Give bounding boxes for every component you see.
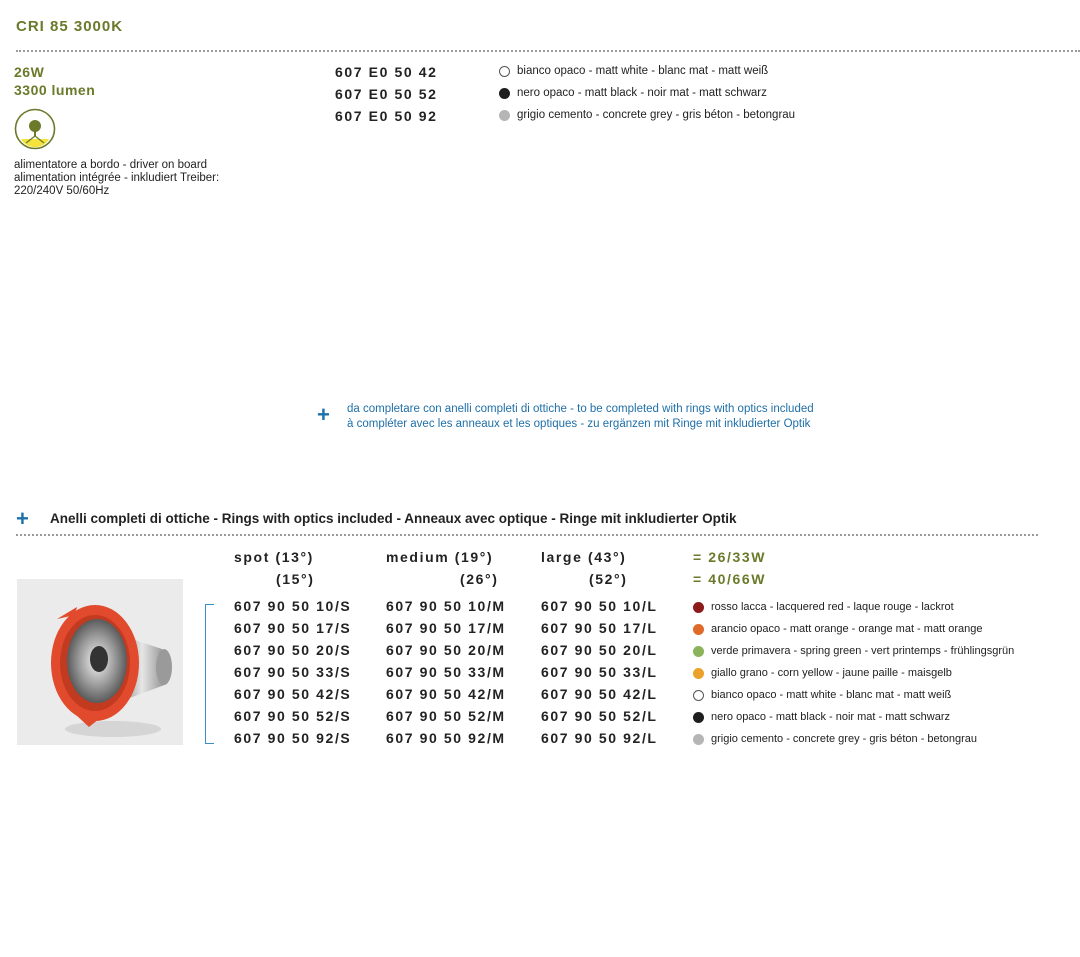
color-swatch bbox=[693, 668, 704, 679]
ring-code-spot: 607 90 50 92/S bbox=[234, 730, 352, 746]
ring-code-medium: 607 90 50 42/M bbox=[386, 686, 506, 702]
ring-finish-row bbox=[693, 623, 982, 635]
column-header-spot: spot (13°) bbox=[234, 549, 314, 565]
finish-label: bianco opaco - matt white - blanc mat - matt weiß bbox=[517, 65, 769, 77]
ring-code-large: 607 90 50 17/L bbox=[541, 620, 658, 636]
plus-icon: + bbox=[16, 506, 29, 531]
page-title: CRI 85 3000K bbox=[16, 18, 124, 35]
ring-finish-row bbox=[693, 667, 952, 679]
driver-note-line: alimentation intégrée - inkludiert Treiber: bbox=[14, 172, 220, 184]
column-alt-large: (52°) bbox=[589, 571, 628, 587]
finish-label: verde primavera - spring green - vert printemps - frühlingsgrün bbox=[711, 645, 1015, 657]
ring-code-large: 607 90 50 33/L bbox=[541, 664, 658, 680]
color-swatch bbox=[693, 646, 704, 657]
ring-code-large: 607 90 50 92/L bbox=[541, 730, 658, 746]
rings-section-title: Anelli completi di ottiche - Rings with optics included - Anneaux avec optique - Ringe mit inkludierter Optik bbox=[50, 511, 737, 526]
wattage-row-2: = 40/66W bbox=[693, 571, 767, 587]
column-header-large: large (43°) bbox=[541, 549, 627, 565]
color-swatch bbox=[499, 66, 510, 77]
ring-product-image bbox=[17, 579, 183, 745]
product-code: 607 E0 50 42 bbox=[335, 64, 438, 80]
ring-code-spot: 607 90 50 20/S bbox=[234, 642, 352, 658]
completion-note-line: à compléter avec les anneaux et les optiques - zu ergänzen mit Ringe mit inkludierter Optik bbox=[347, 418, 811, 430]
driver-note-line: 220/240V 50/60Hz bbox=[14, 185, 110, 197]
finish-label: rosso lacca - lacquered red - laque rouge - lackrot bbox=[711, 601, 954, 613]
code-group-bracket bbox=[205, 604, 214, 744]
column-header-medium: medium (19°) bbox=[386, 549, 494, 565]
ring-code-medium: 607 90 50 20/M bbox=[386, 642, 506, 658]
rings-divider bbox=[16, 534, 1038, 536]
ring-code-large: 607 90 50 20/L bbox=[541, 642, 658, 658]
column-alt-spot: (15°) bbox=[276, 571, 315, 587]
ring-code-spot: 607 90 50 42/S bbox=[234, 686, 352, 702]
light-source-icon bbox=[14, 108, 56, 150]
header-divider bbox=[16, 50, 1080, 52]
wattage-row-1: = 26/33W bbox=[693, 549, 767, 565]
column-alt-medium: (26°) bbox=[460, 571, 499, 587]
product-code: 607 E0 50 92 bbox=[335, 108, 438, 124]
lumen-label: 3300 lumen bbox=[14, 82, 96, 98]
ring-code-spot: 607 90 50 52/S bbox=[234, 708, 352, 724]
ring-code-large: 607 90 50 42/L bbox=[541, 686, 658, 702]
finish-label: arancio opaco - matt orange - orange mat - matt orange bbox=[711, 623, 983, 635]
power-label: 26W bbox=[14, 64, 45, 80]
ring-code-spot: 607 90 50 10/S bbox=[234, 598, 352, 614]
ring-code-medium: 607 90 50 92/M bbox=[386, 730, 506, 746]
finish-label: nero opaco - matt black - noir mat - matt schwarz bbox=[517, 87, 767, 99]
driver-note-line: alimentatore a bordo - driver on board bbox=[14, 159, 208, 171]
color-swatch bbox=[693, 602, 704, 613]
finish-row bbox=[499, 65, 768, 77]
ring-finish-row bbox=[693, 711, 950, 723]
ring-finish-row bbox=[693, 689, 951, 701]
ring-code-large: 607 90 50 52/L bbox=[541, 708, 658, 724]
completion-note-line: da completare con anelli completi di ottiche - to be completed with rings with optics included bbox=[347, 403, 814, 415]
ring-code-spot: 607 90 50 17/S bbox=[234, 620, 352, 636]
finish-row bbox=[499, 87, 767, 99]
color-swatch bbox=[693, 690, 704, 701]
ring-finish-row bbox=[693, 645, 1014, 657]
completion-note bbox=[347, 402, 814, 432]
ring-code-medium: 607 90 50 33/M bbox=[386, 664, 506, 680]
finish-label: nero opaco - matt black - noir mat - matt schwarz bbox=[711, 711, 951, 723]
ring-code-large: 607 90 50 10/L bbox=[541, 598, 658, 614]
finish-label: giallo grano - corn yellow - jaune paille - maisgelb bbox=[711, 667, 952, 679]
driver-note bbox=[14, 159, 219, 198]
ring-code-medium: 607 90 50 52/M bbox=[386, 708, 506, 724]
finish-row bbox=[499, 109, 795, 121]
color-swatch bbox=[499, 88, 510, 99]
ring-code-medium: 607 90 50 17/M bbox=[386, 620, 506, 636]
product-code: 607 E0 50 52 bbox=[335, 86, 438, 102]
ring-finish-row bbox=[693, 733, 977, 745]
color-swatch bbox=[693, 712, 704, 723]
ring-finish-row bbox=[693, 601, 954, 613]
color-swatch bbox=[693, 734, 704, 745]
ring-code-medium: 607 90 50 10/M bbox=[386, 598, 506, 614]
color-swatch bbox=[499, 110, 510, 121]
plus-icon: + bbox=[317, 402, 330, 427]
finish-label: grigio cemento - concrete grey - gris béton - betongrau bbox=[517, 109, 796, 121]
color-swatch bbox=[693, 624, 704, 635]
ring-code-spot: 607 90 50 33/S bbox=[234, 664, 352, 680]
finish-label: grigio cemento - concrete grey - gris béton - betongrau bbox=[711, 733, 977, 745]
finish-label: bianco opaco - matt white - blanc mat - matt weiß bbox=[711, 689, 952, 701]
